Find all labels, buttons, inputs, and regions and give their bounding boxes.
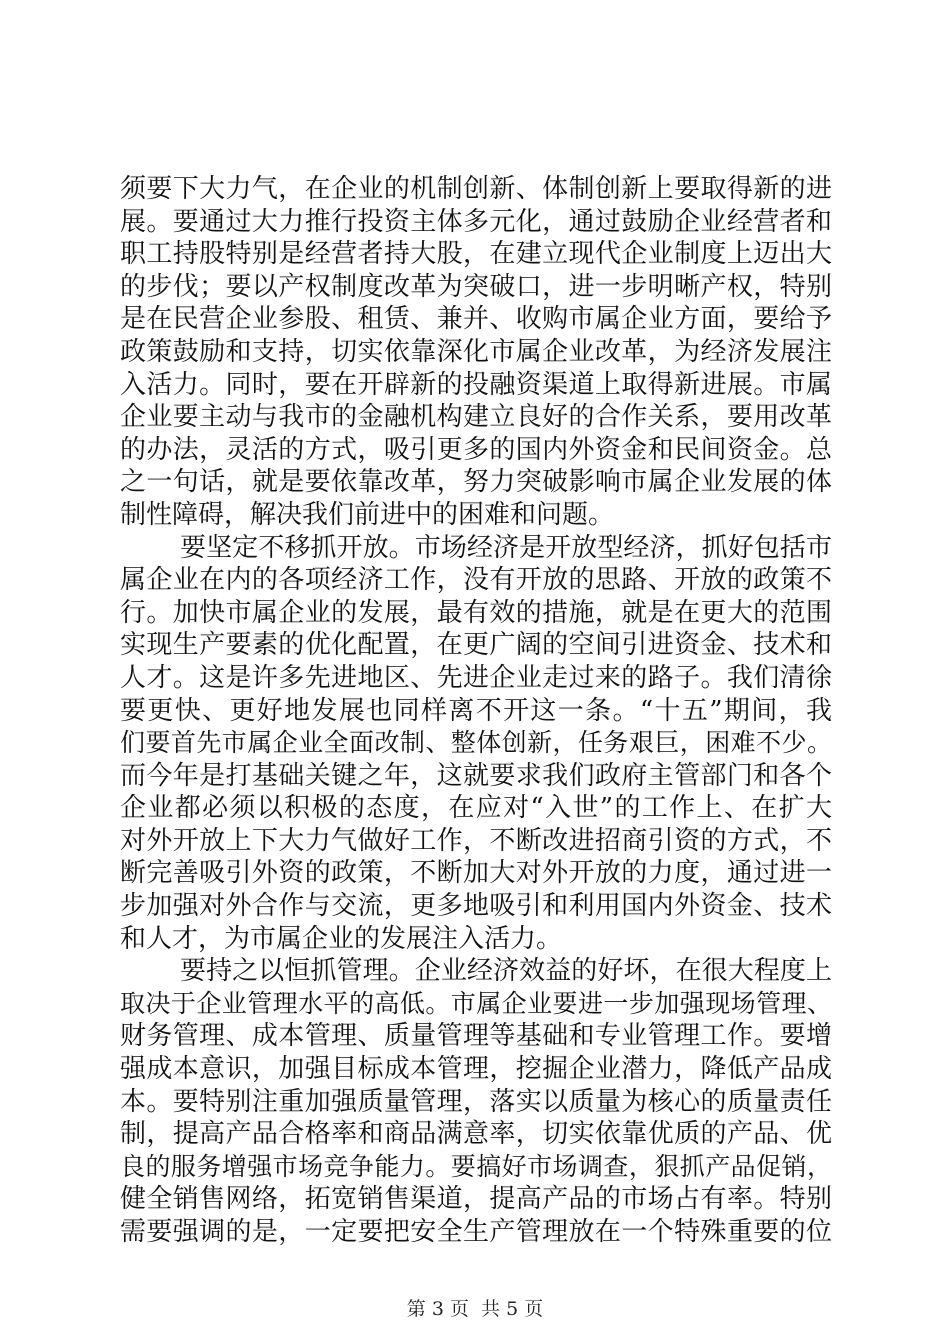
text-line: 企业要主动与我市的金融机构建立良好的合作关系，要用改革 [120, 402, 832, 433]
text-line: 之一句话，就是要依靠改革，努力突破影响市属企业发展的体 [120, 467, 832, 498]
text-line: 强成本意识，加强目标成本管理，挖掘企业潜力，降低产品成 [120, 1054, 832, 1085]
text-line: 对外开放上下大力气做好工作，不断改进招商引资的方式，不 [120, 825, 832, 856]
text-line: 们要首先市属企业全面改制、整体创新，任务艰巨，困难不少。 [120, 728, 832, 758]
text-line: 属企业在内的各项经济工作，没有开放的思路、开放的政策不 [120, 565, 832, 596]
text-line: 取决于企业管理水平的高低。市属企业要进一步加强现场管理、 [120, 988, 832, 1018]
text-line: 展。要通过大力推行投资主体多元化，通过鼓励企业经营者和 [120, 206, 832, 237]
text-line: 要坚定不移抓开放。市场经济是开放型经济，抓好包括市 [180, 532, 832, 563]
text-line: 行。加快市属企业的发展，最有效的措施，就是在更大的范围 [120, 597, 832, 628]
text-line: 制，提高产品合格率和商品满意率，切实依靠优质的产品、优 [120, 1119, 832, 1150]
page-footer [0, 1294, 950, 1321]
document-body [120, 173, 832, 1249]
text-line: 本。要特别注重加强质量管理，落实以质量为核心的质量责任 [120, 1086, 832, 1117]
text-line: 步加强对外合作与交流，更多地吸引和利用国内外资金、技术 [120, 891, 832, 922]
text-line: 而今年是打基础关键之年，这就要求我们政府主管部门和各个 [120, 760, 832, 791]
text-line: 人才。这是许多先进地区、先进企业走过来的路子。我们清徐 [120, 662, 832, 693]
text-line: 须要下大力气，在企业的机制创新、体制创新上要取得新的进 [120, 174, 832, 204]
text-line: 实现生产要素的优化配置，在更广阔的空间引进资金、技术和 [120, 630, 832, 661]
page-number-label: 第 3 页 共 5 页 [406, 1298, 544, 1320]
text-line: 的办法，灵活的方式，吸引更多的国内外资金和民间资金。总 [120, 434, 832, 465]
text-line: 政策鼓励和支持，切实依靠深化市属企业改革，为经济发展注 [120, 336, 832, 367]
text-line: 是在民营企业参股、租赁、兼并、收购市属企业方面，要给予 [120, 304, 832, 335]
text-line: 的步伐；要以产权制度改革为突破口，进一步明晰产权，特别 [120, 271, 832, 302]
text-line: 入活力。同时，要在开辟新的投融资渠道上取得新进展。市属 [120, 369, 832, 400]
text-line: 职工持股特别是经营者持大股，在建立现代企业制度上迈出大 [120, 239, 832, 270]
text-line: 要持之以恒抓管理。企业经济效益的好坏，在很大程度上 [180, 956, 832, 987]
text-line: 需要强调的是，一定要把安全生产管理放在一个特殊重要的位 [120, 1217, 832, 1247]
text-line: 制性障碍，解决我们前进中的困难和问题。 [120, 499, 615, 530]
text-line: 财务管理、成本管理、质量管理等基础和专业管理工作。要增 [120, 1021, 832, 1052]
text-line: 企业都必须以积极的态度，在应对“入世”的工作上、在扩大 [120, 793, 832, 824]
text-line: 断完善吸引外资的政策，不断加大对外开放的力度，通过进一 [120, 858, 832, 889]
text-line: 健全销售网络，拓宽销售渠道，提高产品的市场占有率。特别 [120, 1184, 832, 1215]
text-line: 要更快、更好地发展也同样离不开这一条。“十五”期间，我 [120, 695, 832, 726]
text-line: 和人才，为市属企业的发展注入活力。 [120, 923, 563, 954]
text-line: 良的服务增强市场竞争能力。要搞好市场调查，狠抓产品促销， [120, 1151, 832, 1181]
